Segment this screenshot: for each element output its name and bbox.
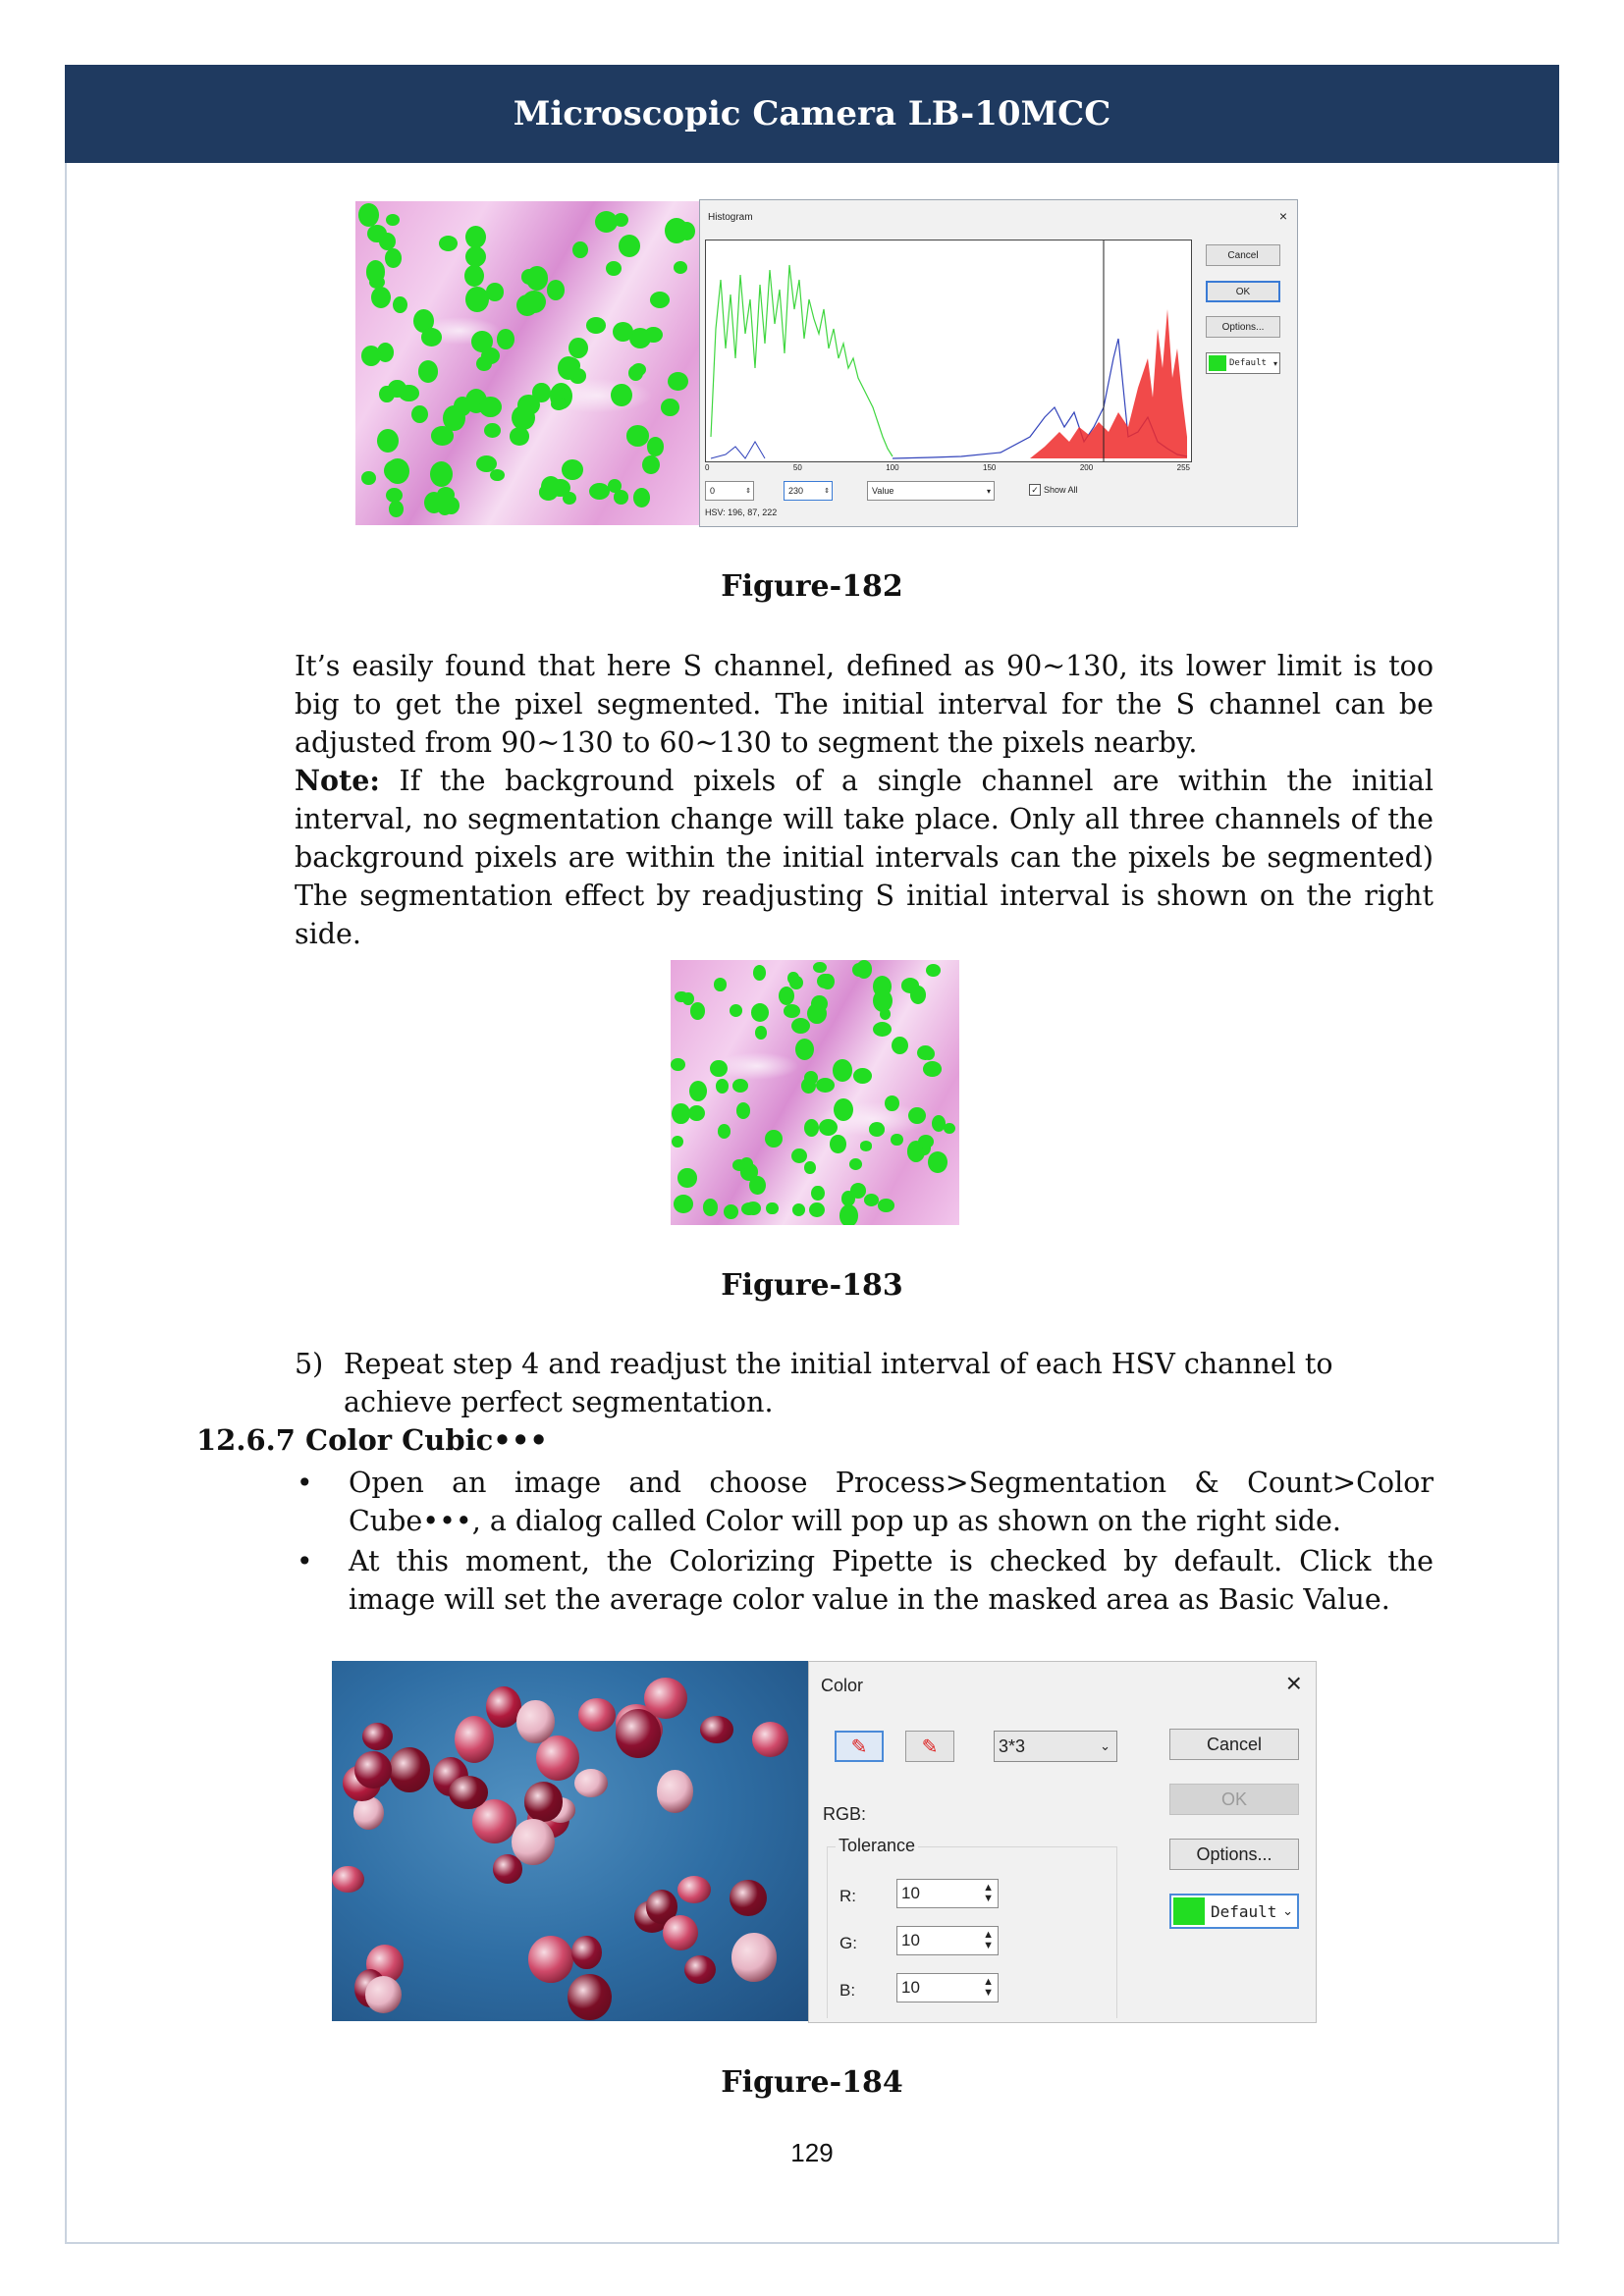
colorizing-pipette-button[interactable]: [835, 1731, 884, 1762]
tick-label: 255: [1176, 463, 1190, 472]
cell-blob: [411, 405, 428, 423]
figure-caption: Figure-184: [721, 2065, 903, 2100]
green-lower-noise: [711, 442, 765, 458]
stained-cell-blob: [700, 1716, 733, 1742]
close-icon[interactable]: ×: [1285, 1668, 1302, 1698]
g-label: G:: [839, 1934, 857, 1952]
axis-ticks: [705, 463, 1190, 475]
cell-blob: [830, 1135, 845, 1152]
cancel-button[interactable]: Cancel: [1169, 1729, 1299, 1760]
cancel-button[interactable]: Cancel: [1206, 244, 1280, 266]
cell-blob: [361, 471, 376, 485]
header-title: Microscopic Camera LB-10MCC: [513, 94, 1111, 133]
tick-label: 100: [886, 463, 899, 472]
tolerance-label: Tolerance: [836, 1836, 918, 1856]
show-all-label: Show All: [1044, 485, 1078, 495]
figure-caption: Figure-182: [721, 569, 903, 604]
b-label: B:: [839, 1981, 856, 2000]
stained-cell-blob: [578, 1698, 616, 1732]
cell-blob: [811, 1186, 825, 1201]
cell-blob: [784, 1004, 800, 1017]
cell-blob: [908, 1107, 926, 1124]
cell-blob: [371, 287, 391, 308]
min-value-spinner[interactable]: [705, 481, 754, 501]
step-number: 5): [295, 1348, 324, 1380]
chevron-down-icon: ⌄: [1100, 1738, 1110, 1753]
default-label: Default: [1229, 358, 1267, 368]
cell-blob: [481, 347, 500, 364]
cell-blob: [689, 1081, 708, 1101]
cell-blob: [674, 261, 688, 274]
cell-blob: [928, 1151, 947, 1173]
cell-blob: [853, 1068, 872, 1084]
cell-blob: [804, 1119, 819, 1137]
cell-blob: [661, 399, 679, 416]
cell-blob: [586, 317, 606, 334]
stained-cell-blob: [516, 1700, 554, 1744]
resegmented-tissue-image: [671, 960, 959, 1225]
spin-arrows-icon: ▲ ▼: [983, 1929, 994, 1951]
color-swatch: [1173, 1897, 1205, 1925]
note-text: If the background pixels of a single channel are within the initial interval, no segmentation change will take place. Only all three channels of the background pixels are within the initial intervals can the pixels be segmented) The segmentation effect by readjusting S initial interval is shown on the right side.: [295, 765, 1434, 950]
histogram-dialog: [699, 199, 1298, 527]
cell-blob: [860, 1141, 873, 1150]
default-color-select[interactable]: [1169, 1894, 1299, 1929]
cell-blob: [497, 329, 514, 349]
cell-blob: [926, 964, 941, 977]
dialog-title: Color: [821, 1676, 864, 1695]
cell-blob: [834, 1098, 853, 1121]
cell-blob: [753, 965, 766, 981]
cell-blob: [443, 497, 460, 514]
cell-blob: [885, 1095, 899, 1111]
cell-blob: [665, 218, 688, 243]
r-label: R:: [839, 1887, 856, 1905]
hsv-readout: HSV: 196, 87, 222: [705, 507, 778, 517]
cell-blob: [642, 455, 660, 474]
stained-cell-blob: [524, 1782, 564, 1821]
tolerance-b-spinner[interactable]: [896, 1973, 999, 2002]
cell-blob: [674, 1195, 693, 1212]
chevron-down-icon: ▾: [986, 486, 991, 496]
max-value-spinner[interactable]: [784, 481, 833, 501]
stained-cell-blob: [574, 1769, 608, 1797]
stained-cell-blob: [365, 1976, 402, 2013]
cell-blob: [839, 1204, 858, 1225]
stained-cell-blob: [677, 1876, 712, 1904]
stained-cell-blob: [332, 1866, 364, 1893]
cell-blob: [613, 322, 633, 342]
cell-blob: [385, 248, 402, 268]
cell-blob: [572, 241, 588, 259]
cell-blob: [804, 1161, 816, 1175]
cell-blob: [716, 1079, 729, 1094]
cell-blob: [547, 280, 565, 300]
cell-blob: [628, 365, 643, 381]
cell-blob: [551, 398, 567, 410]
stained-cell-blob: [354, 1751, 392, 1789]
default-label: Default: [1211, 1901, 1277, 1921]
cell-blob: [384, 460, 404, 481]
cell-blob: [377, 429, 399, 453]
cell-blob: [393, 296, 407, 314]
cell-blob: [563, 492, 576, 506]
tick-label: 50: [792, 463, 802, 472]
histogram-plot: [705, 240, 1192, 462]
bullet-icon: •: [297, 1545, 313, 1577]
cell-blob: [682, 992, 693, 1005]
stained-cell-blob: [512, 1819, 555, 1866]
cell-blob: [869, 1122, 885, 1137]
cell-blob: [672, 1136, 683, 1148]
checkbox-checked-icon: ✓: [1029, 484, 1041, 496]
ok-button[interactable]: OK: [1206, 281, 1280, 302]
bullet-text: At this moment, the Colorizing Pipette is checked by default. Click the image will set the average color value in the masked area as Basic Value.: [349, 1545, 1434, 1616]
cell-blob: [901, 978, 920, 993]
tick-label: 200: [1079, 463, 1094, 472]
cell-blob: [736, 1102, 751, 1119]
stained-cell-blob: [731, 1933, 776, 1982]
cell-blob: [864, 1194, 879, 1206]
stained-cell-blob: [616, 1709, 661, 1757]
cell-blob: [755, 1026, 767, 1040]
cell-blob: [751, 1003, 769, 1022]
cell-blob: [714, 978, 727, 991]
cell-blob: [703, 1199, 719, 1216]
cell-blob: [816, 1078, 834, 1093]
tick-label: 150: [983, 463, 997, 472]
cell-blob: [399, 385, 418, 401]
cell-blob: [732, 1159, 746, 1171]
cell-blob: [464, 265, 484, 287]
cell-blob: [633, 488, 650, 507]
r-value: 10: [901, 1884, 920, 1902]
default-color-select[interactable]: [1206, 352, 1280, 374]
cell-blob: [672, 1103, 689, 1124]
cell-blob: [792, 1203, 805, 1216]
min-value: 0: [710, 486, 716, 496]
cell-blob: [779, 987, 794, 1005]
cell-blob: [710, 1060, 728, 1077]
body-paragraph: [295, 647, 1434, 953]
page-header: [65, 65, 1559, 163]
spin-arrows-icon: ▲ ▼: [983, 1976, 994, 1999]
stained-cell-blob: [528, 1936, 573, 1982]
cell-blob: [595, 211, 619, 234]
cell-blob: [677, 1168, 696, 1188]
stained-cell-blob: [730, 1880, 767, 1916]
mask-size-value: 3*3: [999, 1735, 1026, 1756]
stained-cell-blob: [684, 1955, 716, 1984]
segmented-tissue-image: [355, 201, 701, 525]
spin-arrows-icon: ⇕: [745, 488, 751, 495]
cell-blob: [856, 960, 872, 978]
tolerance-g-spinner[interactable]: [896, 1926, 999, 1955]
cell-blob: [526, 266, 548, 290]
cell-blob: [690, 1002, 705, 1020]
stained-cell-blob: [536, 1735, 579, 1781]
step-text: Repeat step 4 and readjust the initial interval of each HSV channel to achieve perfect segmentation.: [344, 1348, 1333, 1418]
cell-blob: [479, 397, 502, 417]
cell-blob: [918, 1135, 934, 1148]
chevron-down-icon: ▾: [1272, 358, 1277, 368]
cell-blob: [892, 1037, 909, 1055]
cell-blob: [589, 483, 610, 500]
cell-blob: [766, 1202, 778, 1215]
cell-blob: [611, 384, 632, 406]
tick-label: 0: [705, 463, 710, 472]
stained-cell-blob: [362, 1723, 393, 1751]
cell-blob: [418, 360, 439, 383]
color-dialog: [808, 1661, 1317, 2023]
g-value: 10: [901, 1931, 920, 1949]
cell-blob: [379, 233, 396, 250]
cell-blob: [443, 405, 465, 432]
section-heading: 12.6.7 Color Cubic•••: [196, 1423, 548, 1457]
cell-blob: [813, 962, 827, 974]
pipette-icon: ✎: [850, 1735, 868, 1758]
stained-cell-blob: [455, 1716, 495, 1764]
options-button[interactable]: Options...: [1169, 1839, 1299, 1870]
cell-blob: [850, 1183, 866, 1199]
spin-arrows-icon: ⇕: [824, 488, 830, 495]
eraser-pipette-button[interactable]: [905, 1731, 954, 1762]
stained-cell-blob: [389, 1747, 430, 1792]
bullet-item: [295, 1464, 1434, 1540]
cell-blob: [944, 1123, 955, 1134]
cell-blob: [718, 1124, 731, 1139]
tolerance-group: [827, 1836, 1117, 2018]
figure-caption: Figure-183: [721, 1268, 903, 1303]
bullet-icon: •: [297, 1467, 313, 1499]
cell-blob: [923, 1061, 942, 1077]
cell-blob: [386, 488, 403, 503]
cell-blob: [379, 386, 395, 403]
options-button[interactable]: Options...: [1206, 316, 1280, 338]
cell-blob: [650, 292, 670, 308]
mask-size-select[interactable]: [994, 1731, 1117, 1762]
chevron-down-icon: ⌄: [1282, 1903, 1293, 1918]
b-value: 10: [901, 1978, 920, 1997]
cell-blob: [732, 1079, 749, 1093]
bullet-item: [295, 1542, 1434, 1619]
cell-blob: [668, 372, 688, 392]
stained-cell-image: [332, 1661, 808, 2021]
cell-blob: [795, 1039, 814, 1060]
cell-blob: [421, 328, 443, 347]
cell-blob: [386, 214, 400, 226]
cell-blob: [791, 1018, 810, 1034]
cell-blob: [647, 437, 664, 455]
stained-cell-blob: [663, 1915, 698, 1950]
close-icon[interactable]: ×: [1278, 208, 1287, 224]
paragraph-text: It’s easily found that here S channel, defined as 90~130, its lower limit is too big to get the pixel segmented. The initial interval for the S channel can be adjusted from 90~130 to 60~130 to segment the pixels nearby.: [295, 650, 1434, 759]
cell-blob: [510, 427, 529, 446]
cell-blob: [730, 1004, 742, 1016]
cell-blob: [562, 459, 583, 480]
cell-blob: [849, 1158, 862, 1170]
channel-value: Value: [872, 486, 894, 496]
bullet-text: Open an image and choose Process>Segmentation & Count>Color Cube•••, a dialog called Color will pop up as shown on the right side.: [349, 1467, 1434, 1537]
spin-arrows-icon: ▲ ▼: [983, 1882, 994, 1904]
stained-cell-blob: [657, 1770, 693, 1813]
cell-blob: [819, 1119, 838, 1136]
cell-blob: [789, 976, 803, 989]
stained-cell-blob: [752, 1722, 788, 1757]
show-all-checkbox[interactable]: [1029, 484, 1078, 496]
stained-cell-blob: [571, 1936, 601, 1970]
cell-blob: [366, 260, 386, 284]
cell-blob: [439, 236, 458, 251]
cell-blob: [568, 338, 588, 358]
cell-blob: [917, 1045, 934, 1060]
dialog-title: Histogram: [708, 212, 753, 223]
cell-blob: [361, 346, 381, 366]
cell-blob: [791, 1148, 807, 1164]
histogram-chart: [706, 240, 1191, 461]
green-histogram-line: [711, 265, 893, 456]
cell-blob: [626, 425, 649, 446]
stained-cell-blob: [449, 1776, 488, 1808]
cell-blob: [809, 1202, 825, 1218]
cell-blob: [724, 1204, 738, 1219]
cell-blob: [484, 423, 501, 438]
cell-blob: [465, 226, 486, 248]
note-label: Note:: [295, 764, 380, 797]
cell-blob: [490, 469, 505, 481]
max-value: 230: [788, 486, 804, 496]
channel-select[interactable]: [867, 481, 995, 501]
cell-blob: [389, 501, 403, 517]
rgb-label: RGB:: [823, 1804, 867, 1824]
cell-blob: [873, 989, 893, 1012]
cell-blob: [688, 1105, 705, 1122]
cell-blob: [821, 974, 835, 989]
cell-blob: [465, 287, 489, 312]
cell-blob: [833, 1059, 852, 1081]
pipette-minus-icon: ✎: [921, 1735, 939, 1758]
cell-blob: [878, 1199, 894, 1212]
stained-cell-blob: [353, 1796, 384, 1830]
cell-blob: [873, 1022, 892, 1037]
stained-cell-blob: [568, 1974, 612, 2020]
cell-blob: [606, 261, 622, 276]
cell-blob: [619, 235, 640, 257]
ok-button[interactable]: OK: [1169, 1784, 1299, 1815]
cell-blob: [891, 1134, 903, 1147]
page-number: 129: [790, 2138, 834, 2167]
cell-blob: [765, 1130, 783, 1148]
cell-blob: [430, 461, 454, 487]
numbered-step: [295, 1345, 1434, 1421]
color-swatch: [1209, 355, 1226, 371]
cell-blob: [671, 1058, 685, 1071]
tolerance-r-spinner[interactable]: [896, 1879, 999, 1908]
cell-blob: [361, 208, 375, 221]
cell-blob: [807, 1003, 827, 1024]
